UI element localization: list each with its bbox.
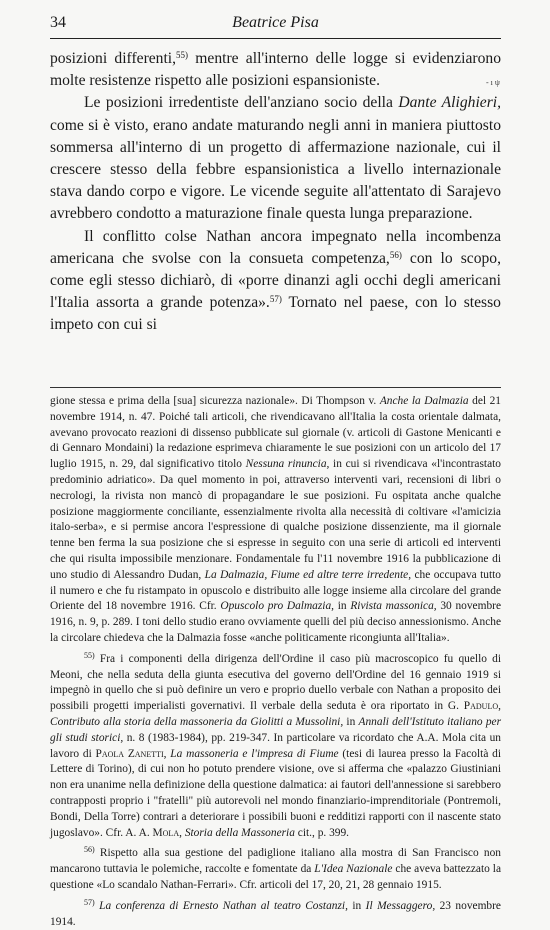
main-text: [50, 48, 501, 337]
footnote-56: $^{56)}$ Rispetto alla sua gestione del padiglione italiano alla mostra di San Francisco non mancarono tuttavia le polemiche, raccolte e fomentate da L'Idea Nazionale che aveva battezzato la questione «Lo scandalo Nathan-Ferrari». Cfr. articoli del 17, 20, 21, 28 gennaio 1915.: [50, 845, 502, 891]
footnote-57: $^{57)}$ La conferenza di Ernesto Nathan al teatro Costanzi, in Il Messaggero, 23 novembre 1914.: [50, 897, 501, 928]
body-paragraph: posizioni differenti,$^{55)}$ mentre all'interno delle logge si evidenziarono molte resistenze rispetto alle posizioni espansioniste.: [50, 50, 501, 90]
footnote-ref[interactable]: 55): [176, 50, 189, 60]
body-paragraph: Il conflitto colse Nathan ancora impegnato nella incombenza americana che svolse con la consueta competenza,$^{56)}$ con lo scopo, come egli stesso dichiarò, di «porre dinanzi agli occhi degli americani l'Italia assorta a grande potenza».$^{57)}$ Tornato nel paese, con lo stesso impeto con cui si: [50, 227, 501, 334]
running-head: Beatrice Pisa: [232, 14, 319, 31]
margin-mark: - ı ψ: [486, 78, 500, 87]
footnote-55: $^{55)}$ Fra i componenti della dirigenza dell'Ordine il caso più macroscopico fu quello di Meoni, che nella seduta della giunta esecutiva del governo dell'Ordine del 16 gennaio 1919 si impegnò in quello che si può definire un vero e proprio duello verbale con Nathan a proposito dei possibili progetti imperialisti governativi. Il verbale della seduta è ora riportato in G. Padulo, Contributo alla storia della massoneria da Giolitti a Mussolini, in Annali dell'Istituto italiano per gli studi storici, n. 8 (1983-1984), pp. 219-347. In particolare va ricordato che A.A. Mola cita un lavoro di Paola Zanetti, La massoneria e l'impresa di Fiume (tesi di laurea presso la Facoltà di Lettere di Torino), di cui non ho potuto prendere visione, ove si afferma che «palazzo Giustiniani non era unanime nella definizione della questione dalmatica: ai fautori dell'annessione si sarebbero contrapposti proprio i "fratelli" più autorevoli nel mondo finanziario-imprenditoriale (Pontremoli, Bondi, Della Torre) contrari a deteriorare i possibili buoni e redditizi rapporti con il nascente stato jugoslavo». Cfr. A. A. Mola, Storia della Massoneria cit., p. 399.: [50, 650, 501, 839]
footnote-number: 57): [84, 897, 95, 907]
footnote-continued: gione stessa e prima della [sua] sicurezza nazionale». Di Thompson v. Anche la Dalmazia del 21 novembre 1914, n. 47. Poiché tali articoli, che rivendicavano all'Italia la costa orientale dalmata, avevano provocato reazioni di dissenso pubblicate sul giornale (v. articoli di Gastone Menicanti e di Gennaro Mondaini) la redazione esprimeva chiaramente le sue posizioni con un articolo del 17 luglio 1915, n. 29, dal significativo titolo Nessuna rinuncia, in cui si rivendicava «l'incontrastato predominio adriatico». Da quel momento in poi, attraverso interventi vari, recensioni di libri o necrologi, la rivista non mancò di propagandare le sue posizioni. Fu ospitata anche qualche posizione maggiormente conciliante, essenzialmente rivolta alla necessità di coltivare «l'amicizia italo-serba», e si permise ancora l'espressione di qualche posizione dissenziente, ma il giornale tenne ben ferma la sua posizione che si espresse in seguito con una serie di articoli ed interventi che qui risulta impossibile menzionare. Fondamentale fu l'11 novembre 1916 la pubblicazione di uno studio di Alessandro Dudan, La Dalmazia, Fiume ed altre terre irredente, che occupava tutto il numero e che fu ristampato in opuscolo e distribuito alle logge insieme alla circolare del grande Oriente del 18 novembre 1916. Cfr. Opuscolo pro Dalmazia, in Rivista massonica, 30 novembre 1916, n. 9, p. 289. I toni dello studio erano ovviamente quelli del più deciso annessionismo. Anche la circolare chiedeva che la Dalmazia fosse «anche politicamente ricongiunta all'Italia».: [50, 395, 501, 644]
body-paragraph: Le posizioni irredentiste dell'anziano socio della Dante Alighieri, come si è visto, erano andate maturando negli anni in maniera piuttosto sommersa all'interno di un progetto di affermazione nazionale, cui il crescere stesso della febbre espansionistica a livello internazionale stava dando corpo e vigore. Le vicende seguite all'attentato di Sarajevo avrebbero condotto a maturazione finale questa lunga preparazione.: [50, 94, 501, 223]
page-number: 34: [50, 14, 66, 31]
footnote-number: 56): [84, 845, 95, 855]
footnote-ref[interactable]: 57): [269, 294, 282, 305]
page-header: [50, 10, 501, 39]
footnote-number: 55): [84, 650, 95, 660]
footnotes: [50, 394, 501, 930]
footnote-divider: [50, 387, 501, 388]
footnote-ref[interactable]: 56): [389, 249, 402, 260]
